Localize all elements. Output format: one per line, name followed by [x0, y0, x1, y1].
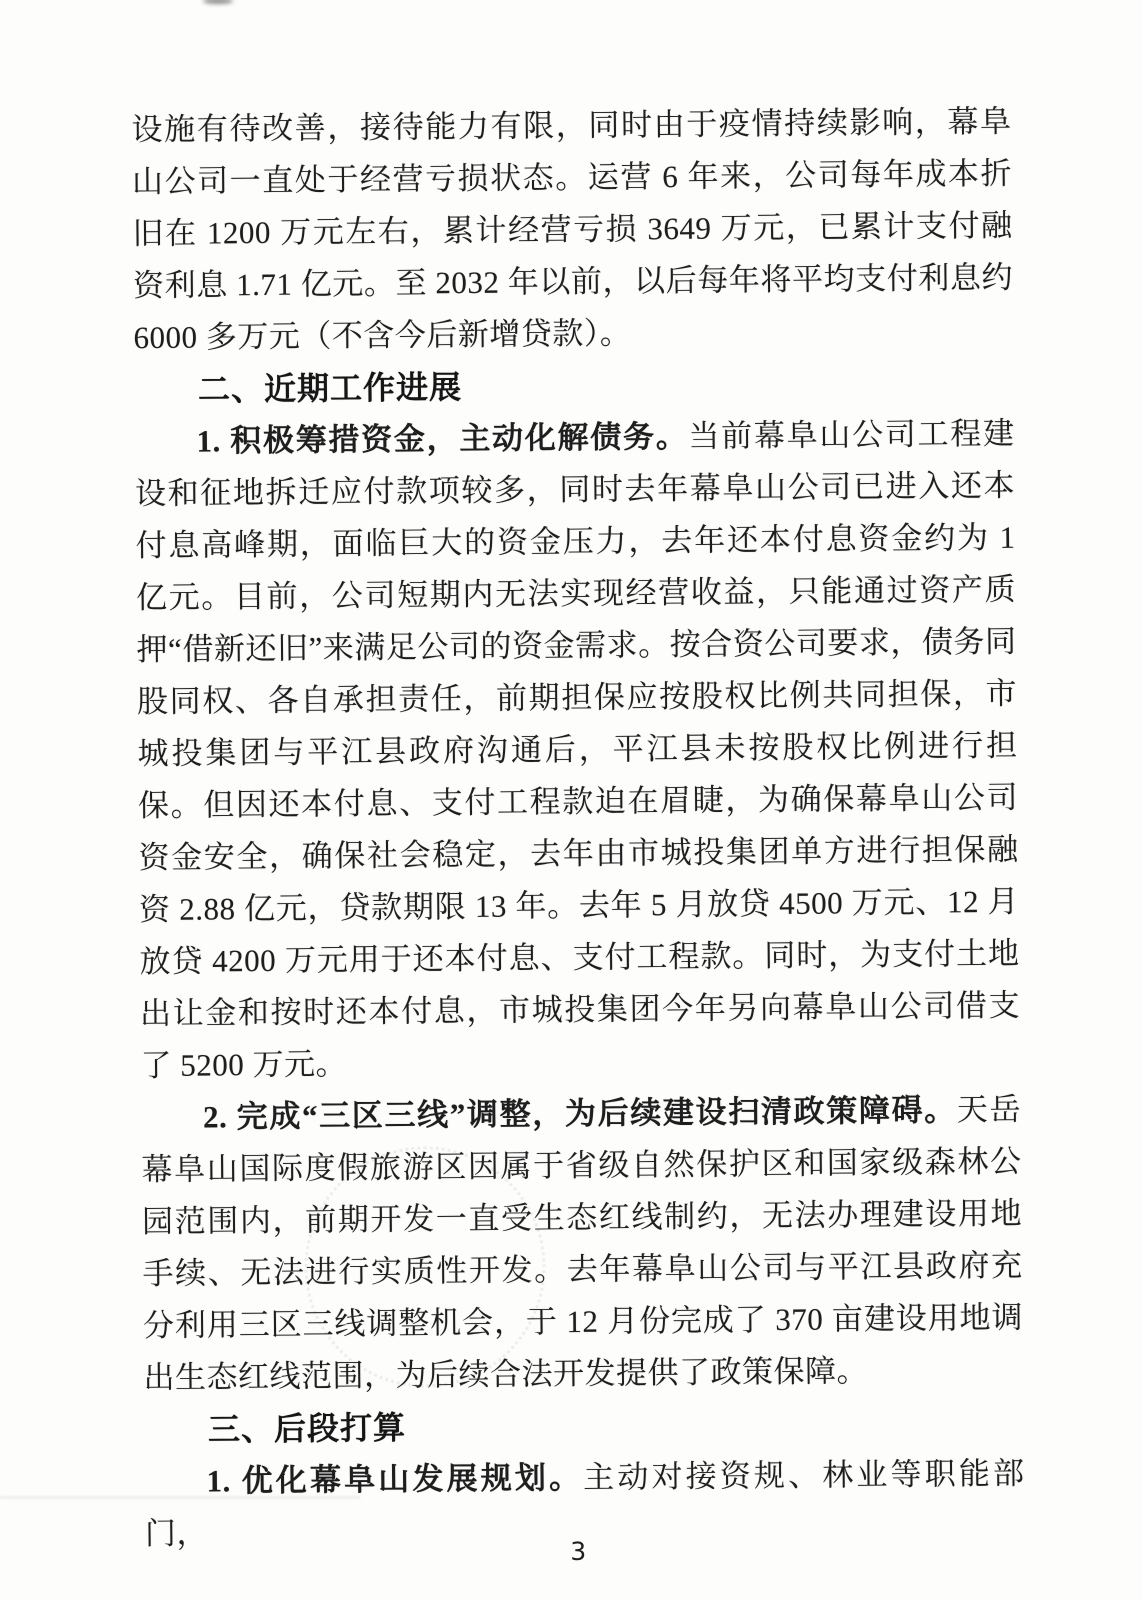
- paragraph-item-1: [134, 408, 1020, 1092]
- paragraph-text: 设施有待改善，接待能力有限，同时由于疫情持续影响，幕阜山公司一直处于经营亏损状态。运营 6 年来，公司每年成本折旧在 1200 万元左右，累计经营亏损 3649 万元，已累计支付融资利息 1.71 亿元。至 2032 年以前，以后每年将平均支付利息约 6000 多万元（不含今后新增贷款）。: [131, 103, 1014, 356]
- page-number: 3: [570, 1536, 587, 1567]
- paragraph-item-2: [141, 1084, 1024, 1404]
- paragraph-continuation: [131, 96, 1013, 364]
- paragraph-lead: 1. 积极筹措资金，主动化解债务。: [196, 418, 689, 459]
- paragraph-lead: 2. 完成“三区三线”调整，为后续建设扫清政策障碍。: [202, 1092, 958, 1135]
- section-heading-next-plans: 三、后段打算: [207, 1409, 407, 1448]
- section-heading-recent-progress: 二、近期工作进展: [197, 369, 463, 408]
- paragraph-lead: 1. 优化幕阜山发展规划。: [206, 1459, 584, 1499]
- document-body: [131, 96, 1025, 1560]
- paragraph-text: 主动对接资规、林业等职能部门，: [144, 1455, 1025, 1552]
- paragraph-text: 天岳幕阜山国际度假旅游区因属于省级自然保护区和国家级森林公园范围内，前期开发一直受生态红线制约，无法办理建设用地手续、无法进行实质性开发。去年幕阜山公司与平江县政府充分利用三区三线调整机会，于 12 月份完成了 370 亩建设用地调出生态红线范围，为后续合法开发提供了政策保障。: [141, 1091, 1024, 1396]
- paragraph-text: 当前幕阜山公司工程建设和征地拆迁应付款项较多，同时去年幕阜山公司已进入还本付息高峰期，面临巨大的资金压力，去年还本付息资金约为 1 亿元。目前，公司短期内无法实现经营收益，只能通过资产质押“借新还旧”来满足公司的资金需求。按合资公司要求，债务同股同权、各自承担责任，前期担保应按股权比例共同担保，市城投集团与平江县政府沟通后，平江县未按股权比例进行担保。但因还本付息、支付工程款迫在眉睫，为确保幕阜山公司资金安全，确保社会稳定，去年由市城投集团单方进行担保融资 2.88 亿元，贷款期限 13 年。去年 5 月放贷 4500 万元、12 月放贷 4200 万元用于还本付息、支付工程款。同时，为支付土地出让金和按时还本付息，市城投集团今年另向幕阜山公司借支了 5200 万元。: [134, 415, 1021, 1084]
